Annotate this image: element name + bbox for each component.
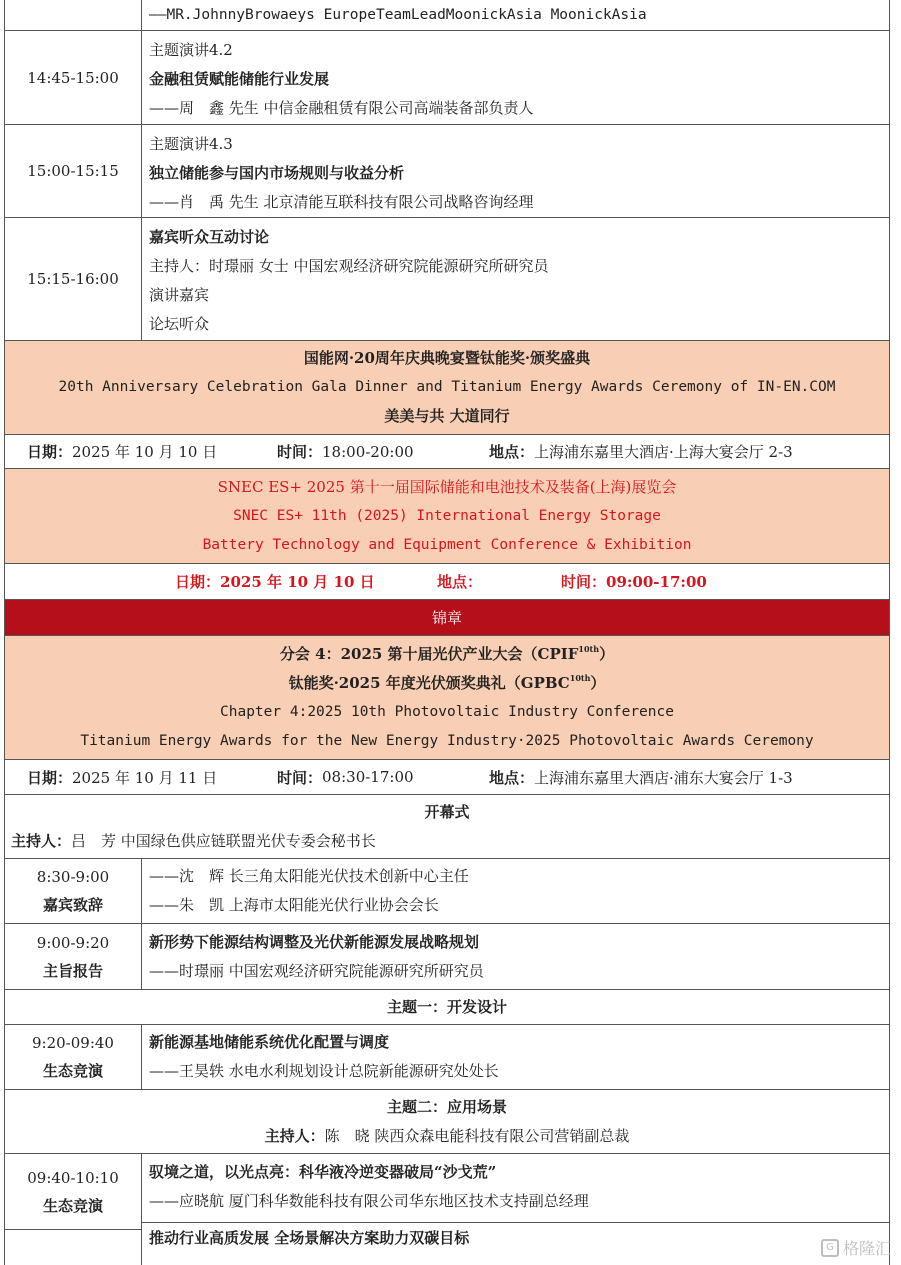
- theme1-title: 主题一：开发设计: [386, 998, 507, 1016]
- gala-slogan: 美美与共 大道同行: [384, 407, 510, 425]
- expo-info-row: [4, 564, 890, 600]
- time-cell: [5, 218, 142, 340]
- session-time: 15:15-16:00: [27, 270, 119, 288]
- session-label: 主题演讲4.3: [149, 135, 233, 153]
- expo-title-en-2: Battery Technology and Equipment Conference & Exhibition: [202, 537, 692, 553]
- session-title: 驭境之道，以光点亮：科华液冷逆变器破局“沙戈荒”: [149, 1163, 497, 1181]
- time-cell: [5, 1025, 142, 1089]
- time-cell: [5, 0, 142, 30]
- time-cell: [5, 924, 142, 989]
- gala-info-row: [4, 435, 890, 469]
- session-time: 9:20-09:40: [32, 1034, 114, 1052]
- agenda-row-keynote: [4, 924, 890, 990]
- chapter4-time: 08:30-17:00: [322, 768, 414, 786]
- chapter4-place: 上海浦东嘉里大酒店·浦东大宴会厅 1-3: [534, 768, 793, 787]
- expo-title-cn: SNEC ES+ 2025 第十一届国际储能和电池技术及装备(上海)展览会: [217, 478, 677, 496]
- session-time: 9:00-9:20: [36, 933, 110, 952]
- sponsor-name: 锦章: [431, 609, 462, 627]
- sponsor-bar: [4, 600, 890, 636]
- agenda-row-top: [4, 0, 890, 31]
- place-label: 地点：: [489, 768, 535, 787]
- opening-host: 主持人：吕 芳 中国绿色供应链联盟光伏专委会秘书长: [11, 832, 376, 850]
- expo-title-en-1: SNEC ES+ 11th (2025) International Energy Storage: [233, 508, 661, 524]
- expo-time: 09:00-17:00: [606, 572, 707, 591]
- watermark-text: 格隆汇: [842, 1239, 891, 1258]
- gala-date: 2025 年 10 月 10 日: [72, 443, 218, 461]
- agenda-row-panel: [4, 218, 890, 341]
- session-speaker: ——应晓航 厦门科华数能科技有限公司华东地区技术支持副总经理: [149, 1192, 589, 1210]
- session-speaker: ——时璟丽 中国宏观经济研究院能源研究所研究员: [149, 962, 484, 980]
- agenda-row-eco2: [4, 1154, 890, 1265]
- chapter4-title-cn-2: 钛能奖·2025 年度光伏颁奖典礼$(GPBC^{10th})$: [288, 673, 606, 692]
- agenda-row-welcome: [4, 859, 890, 924]
- session-speaker: ——周 鑫 先生 中信金融租赁有限公司高端装备部负责人: [149, 99, 534, 117]
- gala-header: [4, 341, 890, 435]
- session-title: 金融租赁赋能储能行业发展: [149, 70, 330, 88]
- gala-time: 18:00-20:00: [322, 442, 414, 461]
- panel-title: 嘉宾听众互动讨论: [149, 228, 270, 246]
- chapter4-title-en-2: Titanium Energy Awards for the New Energy Industry·2025 Photovoltaic Awards Ceremony: [80, 733, 814, 749]
- opening-row: [4, 795, 890, 859]
- chapter4-header: [4, 636, 890, 760]
- chapter4-title-cn-1: 分会 4：2025 第十届光伏产业大会$(CPIF^{10th})$: [279, 644, 615, 663]
- theme2-row: [4, 1090, 890, 1154]
- time-label: 时间：: [561, 573, 607, 591]
- session-title: 新能源基地储能系统优化配置与调度: [149, 1033, 390, 1051]
- session-type: 嘉宾致辞: [42, 896, 103, 914]
- session-speaker: ——沈 辉 长三角太阳能光伏技术创新中心主任: [149, 867, 469, 885]
- session-title: 推动行业高质发展 全场景解决方案助力双碳目标: [149, 1229, 470, 1247]
- date-label: 日期：: [27, 768, 73, 787]
- time-cell: [5, 31, 142, 124]
- row-divider: [141, 1222, 889, 1223]
- session-title: 新形势下能源结构调整及光伏新能源发展战略规划: [149, 933, 480, 951]
- gala-place: 上海浦东嘉里大酒店·上海大宴会厅 2-3: [534, 443, 793, 461]
- theme2-title: 主题二：应用场景: [386, 1098, 507, 1116]
- session-time: 15:00-15:15: [27, 162, 119, 180]
- expo-date: 2025 年 10 月 10 日: [220, 573, 375, 591]
- time-cell: [5, 1230, 142, 1265]
- theme1-row: [4, 990, 890, 1025]
- date-label: 日期：: [27, 443, 73, 461]
- watermark-logo-icon: G: [821, 1239, 839, 1257]
- session-speaker: ——朱 凯 上海市太阳能光伏行业协会会长: [149, 896, 439, 914]
- time-cell: [5, 859, 142, 923]
- session-time: 14:45-15:00: [27, 68, 119, 87]
- gala-title-cn: 国能网·20周年庆典晚宴暨钛能奖·颁奖盛典: [303, 349, 591, 367]
- time-cell: [5, 1154, 142, 1230]
- time-cell: [5, 125, 142, 217]
- opening-title: 开幕式: [424, 803, 470, 821]
- session-speaker: ——王昊轶 水电水利规划设计总院新能源研究处处长: [149, 1062, 499, 1080]
- theme2-host: 主持人：陈 晓 陕西众森电能科技有限公司营销副总裁: [264, 1127, 630, 1145]
- place-label: 地点：: [489, 443, 535, 461]
- agenda-row-session: [4, 125, 890, 218]
- session-label: 主题演讲4.2: [149, 41, 233, 59]
- panel-speakers: 演讲嘉宾: [149, 286, 210, 304]
- chapter4-title-en-1: Chapter 4:2025 10th Photovoltaic Industry Conference: [220, 704, 674, 720]
- session-speaker: ——肖 禹 先生 北京清能互联科技有限公司战略咨询经理: [149, 193, 534, 211]
- agenda-row-eco1: [4, 1025, 890, 1090]
- watermark: [821, 1236, 891, 1259]
- session-type: 主旨报告: [42, 961, 103, 980]
- session-type: 生态竞演: [42, 1196, 103, 1215]
- panel-host: 主持人：时璟丽 女士 中国宏观经济研究院能源研究所研究员: [149, 257, 549, 275]
- session-time: 09:40-10:10: [27, 1168, 119, 1187]
- chapter4-date: 2025 年 10 月 11 日: [72, 768, 218, 787]
- chapter4-info-row: [4, 760, 890, 795]
- session-time: 8:30-9:00: [36, 868, 110, 886]
- time-label: 时间：: [277, 443, 323, 461]
- session-type: 生态竞演: [42, 1062, 103, 1080]
- time-label: 时间：: [277, 768, 323, 787]
- expo-header: [4, 469, 890, 564]
- panel-audience: 论坛听众: [149, 315, 210, 333]
- place-label: 地点：: [437, 573, 483, 591]
- session-title: 独立储能参与国内市场规则与收益分析: [149, 164, 405, 182]
- gala-title-en: 20th Anniversary Celebration Gala Dinner and Titanium Energy Awards Ceremony of IN-EN.COM: [58, 379, 836, 395]
- date-label: 日期：: [175, 573, 221, 591]
- speaker-line: ——MR.JohnnyBrowaeys EuropeTeamLeadMoonickAsia MoonickAsia: [149, 7, 647, 23]
- agenda-row-session: [4, 31, 890, 125]
